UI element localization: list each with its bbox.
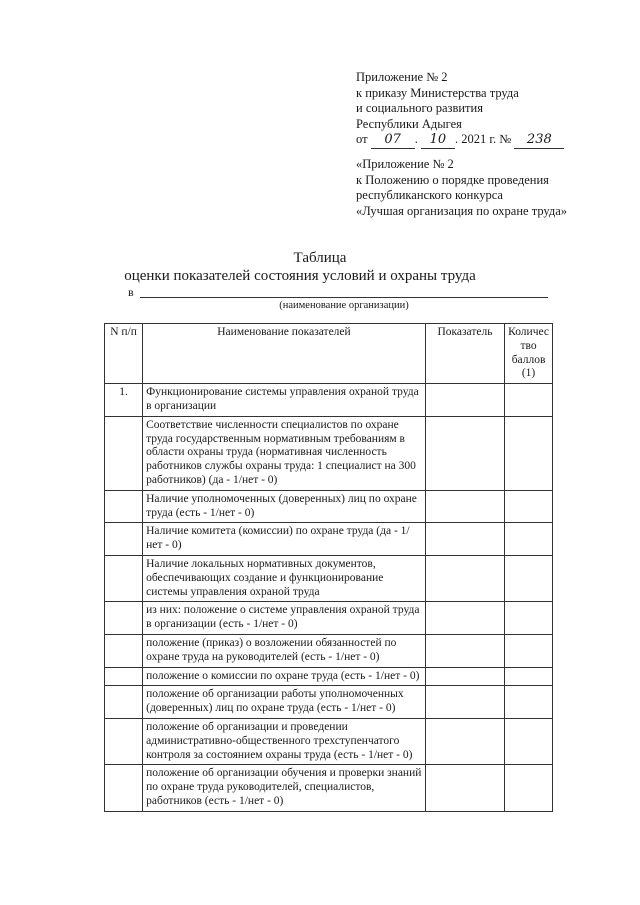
- table-row: [105, 634, 553, 667]
- row-value-cell: [425, 384, 504, 417]
- row-points-cell: [505, 718, 553, 764]
- table-row: [105, 555, 553, 601]
- row-points-cell: [505, 765, 553, 811]
- handwritten-month: 10: [421, 132, 455, 149]
- table-row: [105, 384, 553, 417]
- row-points-cell: [505, 686, 553, 719]
- organization-blank-line: [140, 297, 548, 298]
- row-value-cell: [425, 718, 504, 764]
- table-row: [105, 765, 553, 811]
- row-number: 1.: [105, 384, 143, 417]
- row-indicator: положение об организации обучения и проверки знаний по охране труда руководителей, специалистов, работников (есть - 1/нет - 0): [143, 765, 426, 811]
- row-indicator: положение об организации и проведении административно-общественного трехступенчатого контроля за состоянием охраны труда (есть - 1/нет - 0): [143, 718, 426, 764]
- row-number: [105, 667, 143, 686]
- row-value-cell: [425, 523, 504, 556]
- row-value-cell: [425, 416, 504, 490]
- document-title: Таблица: [293, 250, 347, 266]
- row-indicator: Функционирование системы управления охраной труда в организации: [143, 384, 426, 417]
- row-indicator: Наличие локальных нормативных документов, обеспечивающих создание и функционирование системы управления охраной труда: [143, 555, 426, 601]
- date-prefix: от: [356, 132, 368, 146]
- row-number: [105, 555, 143, 601]
- row-number: [105, 490, 143, 523]
- row-value-cell: [425, 634, 504, 667]
- row-number: [105, 765, 143, 811]
- row-value-cell: [425, 602, 504, 635]
- row-indicator: из них: положение о системе управления охраной труда в организации (есть - 1/нет - 0): [143, 602, 426, 635]
- row-indicator: Наличие комитета (комиссии) по охране труда (да - 1/нет - 0): [143, 523, 426, 556]
- header-indicator-value: Показатель: [425, 324, 504, 384]
- row-indicator: положение об организации работы уполномоченных (доверенных) лиц по охране труда (есть - 1/нет - 0): [143, 686, 426, 719]
- header-number: N п/п: [105, 324, 143, 384]
- row-number: [105, 416, 143, 490]
- header-line: Приложение № 2: [356, 70, 448, 84]
- organization-prefix: в: [128, 285, 134, 299]
- row-indicator: Соответствие численности специалистов по охране труда государственным нормативным требованиям в области охраны труда (нормативная численность работников службы охраны труда: 1 специалист на 300 работников) (да - 1/нет - 0): [143, 416, 426, 490]
- handwritten-day: 07: [371, 132, 415, 149]
- reference-block: [356, 157, 567, 219]
- reference-line: республиканского конкурса: [356, 188, 503, 202]
- header-points: Количес тво баллов (1): [505, 324, 553, 384]
- header-line: Республики Адыгея: [356, 116, 462, 131]
- row-value-cell: [425, 667, 504, 686]
- handwritten-order-number: 238: [514, 132, 564, 149]
- row-number: [105, 523, 143, 556]
- reference-line: «Приложение № 2: [356, 157, 454, 171]
- table-row: [105, 718, 553, 764]
- row-indicator: Наличие уполномоченных (доверенных) лиц по охране труда (есть - 1/нет - 0): [143, 490, 426, 523]
- table-row: [105, 667, 553, 686]
- row-indicator: положение (приказ) о возложении обязанностей по охране труда на руководителей (есть - 1/нет - 0): [143, 634, 426, 667]
- row-points-cell: [505, 555, 553, 601]
- table-row: [105, 490, 553, 523]
- row-points-cell: [505, 490, 553, 523]
- date-suffix: 2021 г. №: [461, 132, 512, 146]
- header-line: и социального развития: [356, 101, 483, 115]
- document-subtitle: оценки показателей состояния условий и охраны труда: [124, 268, 476, 284]
- row-indicator: положение о комиссии по охране труда (есть - 1/нет - 0): [143, 667, 426, 686]
- table-row: [105, 602, 553, 635]
- row-points-cell: [505, 602, 553, 635]
- organization-caption: (наименование организации): [279, 300, 409, 311]
- order-date-line: от 07 . 10 . 2021 г. № 238: [356, 132, 564, 149]
- table-row: [105, 523, 553, 556]
- row-value-cell: [425, 765, 504, 811]
- appendix-header: [356, 70, 564, 149]
- header-indicator-name: Наименование показателей: [143, 324, 426, 384]
- row-value-cell: [425, 555, 504, 601]
- reference-line: «Лучшая организация по охране труда»: [356, 203, 568, 218]
- table-row: [105, 416, 553, 490]
- row-number: [105, 718, 143, 764]
- row-points-cell: [505, 523, 553, 556]
- row-number: [105, 686, 143, 719]
- table-header-row: [105, 324, 553, 384]
- row-points-cell: [505, 416, 553, 490]
- header-line: к приказу Министерства труда: [356, 85, 519, 100]
- row-points-cell: [505, 667, 553, 686]
- row-points-cell: [505, 634, 553, 667]
- row-number: [105, 602, 143, 635]
- table-row: [105, 686, 553, 719]
- row-value-cell: [425, 490, 504, 523]
- row-points-cell: [505, 384, 553, 417]
- row-number: [105, 634, 143, 667]
- indicators-table: [104, 323, 553, 812]
- reference-line: к Положению о порядке проведения: [356, 172, 549, 187]
- row-value-cell: [425, 686, 504, 719]
